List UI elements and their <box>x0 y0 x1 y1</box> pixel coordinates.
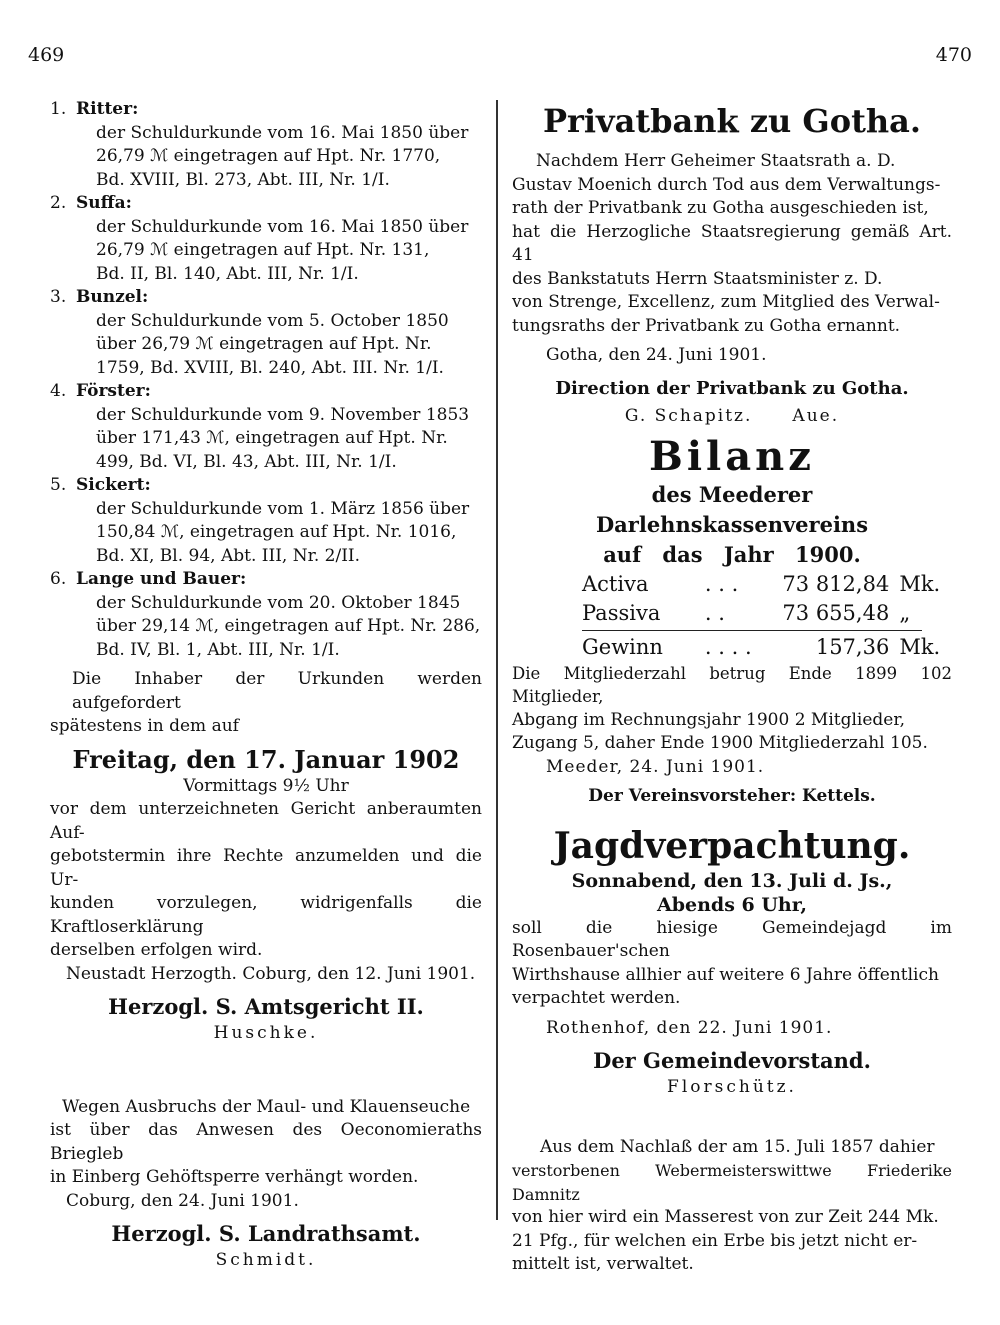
creditor-heading <box>50 192 482 216</box>
creditor-heading <box>50 380 482 404</box>
nachlass-line: von hier wird ein Masserest von zur Zeit 244 Mk. <box>512 1207 939 1227</box>
nachlass-line: verstorbenen Webermeisterswittwe Friederike Damnitz <box>512 1161 952 1204</box>
hearing-time: Vormittags 9½ Uhr <box>183 775 349 796</box>
creditor-detail-line: 499, Bd. VI, Bl. 43, Abt. III, Nr. 1/I. <box>96 451 397 472</box>
creditor-detail-line: Bd. XVIII, Bl. 273, Abt. III, Nr. 1/I. <box>96 169 390 190</box>
creditor-detail-line: 150,84 ℳ, eingetragen auf Hpt. Nr. 1016, <box>96 522 457 542</box>
creditor-detail-line: der Schuldurkunde vom 1. März 1856 über <box>96 498 470 519</box>
seuche-line: Wegen Ausbruchs der Maul- und Klauenseuche <box>62 1096 471 1117</box>
bank-place-date: Gotha, den 24. Juni 1901. <box>546 345 767 365</box>
bilanz-subtitle: des Meederer Darlehnskassenvereins <box>595 481 869 537</box>
creditor-name: Sickert: <box>76 475 151 495</box>
page-number-left: 469 <box>28 44 65 66</box>
bilanz-title: Bilanz <box>649 432 815 480</box>
bilanz-line: Zugang 5, daher Ende 1900 Mitgliederzahl 105. <box>512 733 928 753</box>
balance-row <box>512 570 952 599</box>
creditor-name: Ritter: <box>76 99 139 119</box>
bank-line: rath der Privatbank zu Gotha ausgeschieden ist, <box>512 198 929 218</box>
seuche-office: Herzogl. S. Landrathsamt. <box>111 1221 421 1246</box>
creditor-item <box>50 380 482 474</box>
creditor-detail-line: der Schuldurkunde vom 16. Mai 1850 über <box>96 122 469 143</box>
left-column <box>50 98 482 1273</box>
balance-label: Activa <box>582 571 649 596</box>
bank-line: tungsraths der Privatbank zu Gotha ernannt. <box>512 315 901 336</box>
summons-line: spätestens in dem auf <box>50 716 239 736</box>
creditor-name: Lange und Bauer: <box>76 569 247 589</box>
balance-value: 73 655,48 <box>782 600 890 625</box>
bilanz-place-date: Meeder, 24. Juni 1901. <box>546 756 765 777</box>
bank-line: des Bankstatuts Herrn Staatsminister z. D. <box>512 268 883 289</box>
bank-signatures <box>512 404 952 428</box>
bilanz-line: Die Mitgliederzahl betrug Ende 1899 102 Mitglieder, <box>512 663 952 706</box>
creditor-detail-line: 1759, Bd. XVIII, Bl. 240, Abt. III. Nr. 1/I. <box>96 357 444 378</box>
creditor-number: 2. <box>50 193 67 213</box>
bank-line: hat die Herzogliche Staatsregierung gemäß Art. 41 <box>512 221 952 265</box>
balance-row <box>512 599 952 628</box>
balance-dots: . . . <box>704 571 739 596</box>
creditor-item <box>50 474 482 568</box>
balance-dots: . . . . <box>704 634 752 659</box>
balance-unit: Mk. <box>899 634 941 659</box>
balance-value: 157,36 <box>815 634 890 659</box>
creditor-detail-line: über 171,43 ℳ, eingetragen auf Hpt. Nr. <box>96 428 448 448</box>
creditor-list <box>50 98 482 662</box>
bilanz-signature: Der Vereinsvorsteher: Kettels. <box>588 786 876 806</box>
balance-unit: „ <box>899 600 911 625</box>
bank-signature-1: G. Schapitz. <box>624 405 753 426</box>
creditor-detail-line: Bd. II, Bl. 140, Abt. III, Nr. 1/I. <box>96 263 359 284</box>
nachlass-line: mittelt ist, verwaltet. <box>512 1254 694 1274</box>
jagd-office: Der Gemeindevorstand. <box>593 1048 871 1073</box>
creditor-detail-line: der Schuldurkunde vom 5. October 1850 <box>96 310 449 331</box>
court-signature: Huschke. <box>213 1023 319 1043</box>
creditor-number: 5. <box>50 475 67 495</box>
summons2-line: vor dem unterzeichneten Gericht anberaumten Auf- <box>50 799 482 843</box>
creditor-name: Bunzel: <box>76 287 149 307</box>
creditor-detail-line: der Schuldurkunde vom 16. Mai 1850 über <box>96 216 469 237</box>
nachlass-line: 21 Pfg., für welchen ein Erbe bis jetzt nicht er- <box>512 1230 918 1251</box>
court-place-date: Neustadt Herzogth. Coburg, den 12. Juni 1901. <box>66 963 476 984</box>
balance-row <box>512 633 952 662</box>
seuche-line: in Einberg Gehöftsperre verhängt worden. <box>50 1167 419 1187</box>
jagd-date: Sonnabend, den 13. Juli d. Js., <box>571 869 893 892</box>
nachlass-line: Aus dem Nachlaß der am 15. Juli 1857 dahier <box>540 1136 935 1157</box>
creditor-number: 4. <box>50 381 67 401</box>
bilanz-line: Abgang im Rechnungsjahr 1900 2 Mitglieder, <box>512 709 906 730</box>
jagd-line: Wirthshause allhier auf weitere 6 Jahre öffentlich <box>512 964 939 985</box>
jagd-signature: Florschütz. <box>667 1077 797 1097</box>
jagd-line: soll die hiesige Gemeindejagd im Rosenbauer'schen <box>512 917 952 961</box>
jagd-line: verpachtet werden. <box>512 988 681 1008</box>
seuche-place-date: Coburg, den 24. Juni 1901. <box>66 1190 299 1211</box>
jagd-place-date: Rothenhof, den 22. Juni 1901. <box>546 1017 833 1038</box>
balance-label: Gewinn <box>582 634 663 659</box>
balance-dots: . . <box>704 600 725 625</box>
creditor-detail-line: Bd. IV, Bl. 1, Abt. III, Nr. 1/I. <box>96 639 340 660</box>
balance-label: Passiva <box>582 600 661 625</box>
balance-value: 73 812,84 <box>782 571 890 596</box>
balance-sum-rule <box>582 630 922 631</box>
creditor-item <box>50 568 482 662</box>
column-divider <box>496 100 498 1220</box>
bank-direction: Direction der Privatbank zu Gotha. <box>555 377 909 399</box>
creditor-heading <box>50 98 482 122</box>
court-name: Herzogl. S. Amtsgericht II. <box>108 994 424 1019</box>
bank-line: Gustav Moenich durch Tod aus dem Verwaltungs- <box>512 174 941 195</box>
bank-line: von Strenge, Excellenz, zum Mitglied des Verwal- <box>512 292 940 312</box>
seuche-signature: Schmidt. <box>215 1250 317 1270</box>
jagd-time: Abends 6 Uhr, <box>657 893 807 916</box>
summons-line: Die Inhaber der Urkunden werden aufgefordert <box>72 669 482 713</box>
creditor-detail-line: der Schuldurkunde vom 9. November 1853 <box>96 404 470 425</box>
creditor-number: 1. <box>50 99 67 119</box>
summons2-line: kunden vorzulegen, widrigenfalls die Kraftloserklärung <box>50 893 482 937</box>
balance-table <box>512 570 952 662</box>
creditor-detail-line: 26,79 ℳ eingetragen auf Hpt. Nr. 1770, <box>96 146 441 166</box>
creditor-detail-line: der Schuldurkunde vom 20. Oktober 1845 <box>96 592 461 613</box>
bilanz-year: auf das Jahr 1900. <box>603 541 861 567</box>
creditor-item <box>50 286 482 380</box>
seuche-line: ist über das Anwesen des Oeconomieraths Briegleb <box>50 1120 482 1164</box>
creditor-number: 6. <box>50 569 67 589</box>
creditor-heading <box>50 474 482 498</box>
bank-title: Privatbank zu Gotha. <box>542 102 922 140</box>
balance-unit: Mk. <box>899 571 941 596</box>
summons2-line: gebotstermin ihre Rechte anzumelden und die Ur- <box>50 846 482 890</box>
hearing-date: Freitag, den 17. Januar 1902 <box>72 744 460 774</box>
creditor-detail-line: über 26,79 ℳ eingetragen auf Hpt. Nr. <box>96 334 432 354</box>
creditor-detail-line: über 29,14 ℳ, eingetragen auf Hpt. Nr. 286, <box>96 616 481 636</box>
bank-line: Nachdem Herr Geheimer Staatsrath a. D. <box>536 151 896 171</box>
creditor-number: 3. <box>50 287 67 307</box>
creditor-detail-line: Bd. XI, Bl. 94, Abt. III, Nr. 2/II. <box>96 545 361 566</box>
creditor-item <box>50 192 482 286</box>
creditor-heading <box>50 568 482 592</box>
bank-signature-2: Aue. <box>792 405 840 426</box>
creditor-name: Förster: <box>76 381 151 401</box>
creditor-detail-line: 26,79 ℳ eingetragen auf Hpt. Nr. 131, <box>96 240 430 260</box>
summons2-line: derselben erfolgen wird. <box>50 940 263 960</box>
page-number-right: 470 <box>935 44 972 66</box>
jagd-title: Jagdverpachtung. <box>553 824 911 867</box>
creditor-name: Suffa: <box>76 193 132 213</box>
right-column <box>512 98 952 1277</box>
creditor-item <box>50 98 482 192</box>
creditor-heading <box>50 286 482 310</box>
